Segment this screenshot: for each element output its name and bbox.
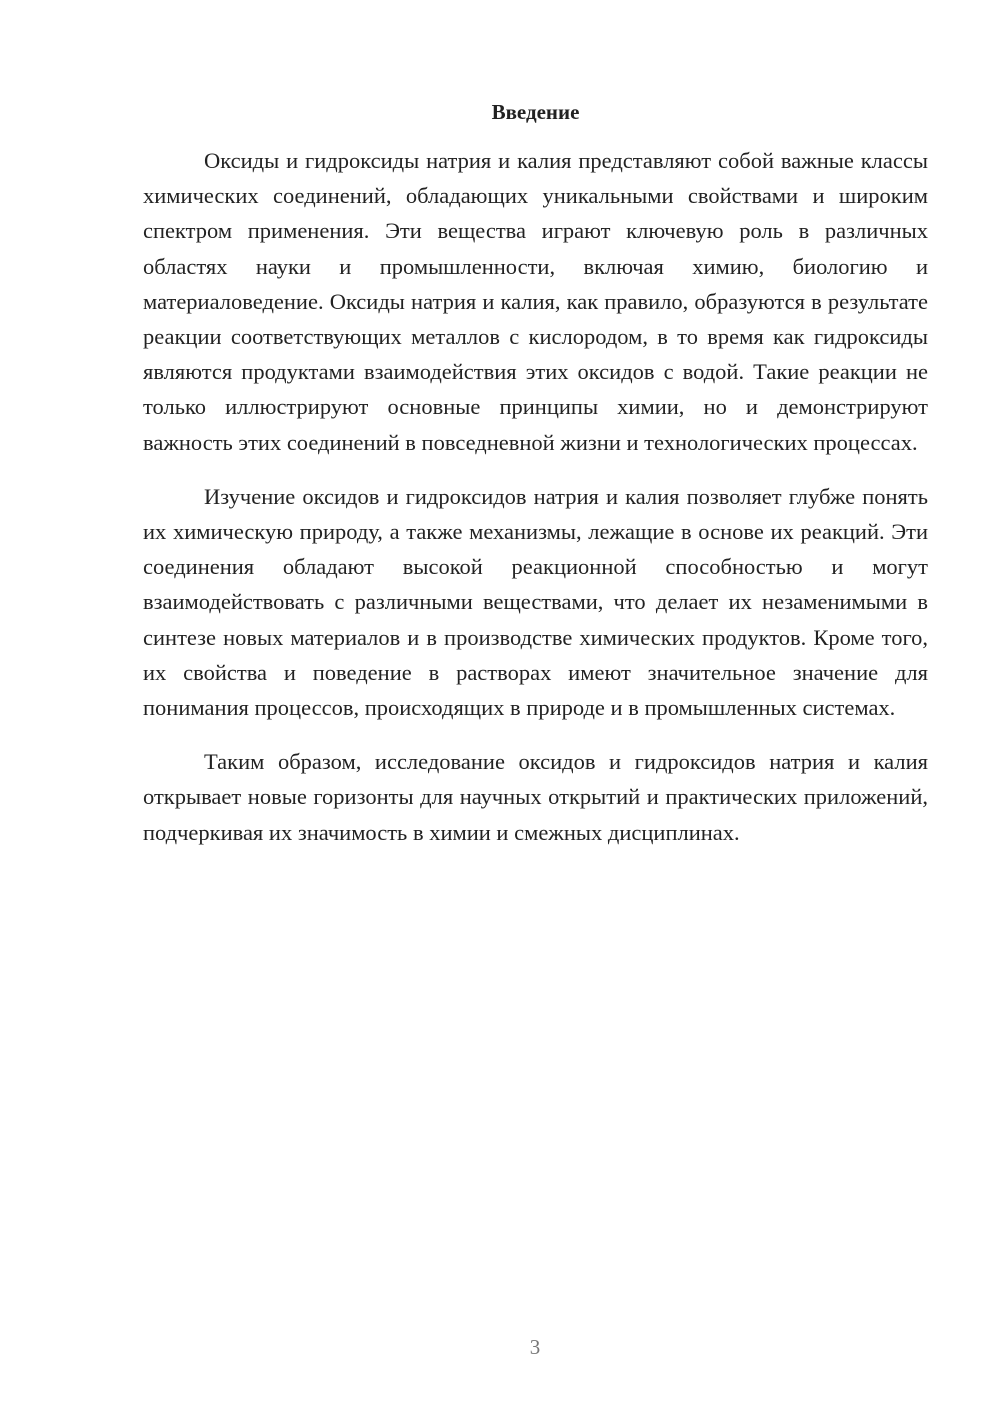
paragraph-2: Изучение оксидов и гидроксидов натрия и калия позволяет глубже понять их химическую природу, а также механизмы, лежащие в основе их реакций. Эти соединения обладают высокой реакционной способностью и могут взаимодействовать с различными веществами, что делает их незаменимыми в синтезе новых материалов и в производстве химических продуктов. Кроме того, их свойства и поведение в растворах имеют значительное значение для понимания процессов, происходящих в природе и в промышленных системах.	[143, 483, 928, 721]
paragraph-3: Таким образом, исследование оксидов и гидроксидов натрия и калия открывает новые горизонты для научных открытий и практических приложений, подчеркивая их значимость в химии и смежных дисциплинах.	[143, 749, 928, 845]
paragraph-1: Оксиды и гидроксиды натрия и калия представляют собой важные классы химических соединений, обладающих уникальными свойствами и широким спектром применения. Эти вещества играют ключевую роль в различных областях науки и промышленности, включая химию, биологию и материаловедение. Оксиды натрия и калия, как правило, образуются в результате реакции соответствующих металлов с кислородом, в то время как гидроксиды являются продуктами взаимодействия этих оксидов с водой. Такие реакции не только иллюстрируют основные принципы химии, но и демонстрируют важность этих соединений в повседневной жизни и технологических процессах.	[143, 148, 928, 455]
page-number: 3	[529, 1335, 541, 1359]
body-text	[143, 143, 928, 850]
section-heading: Введение	[491, 100, 580, 124]
